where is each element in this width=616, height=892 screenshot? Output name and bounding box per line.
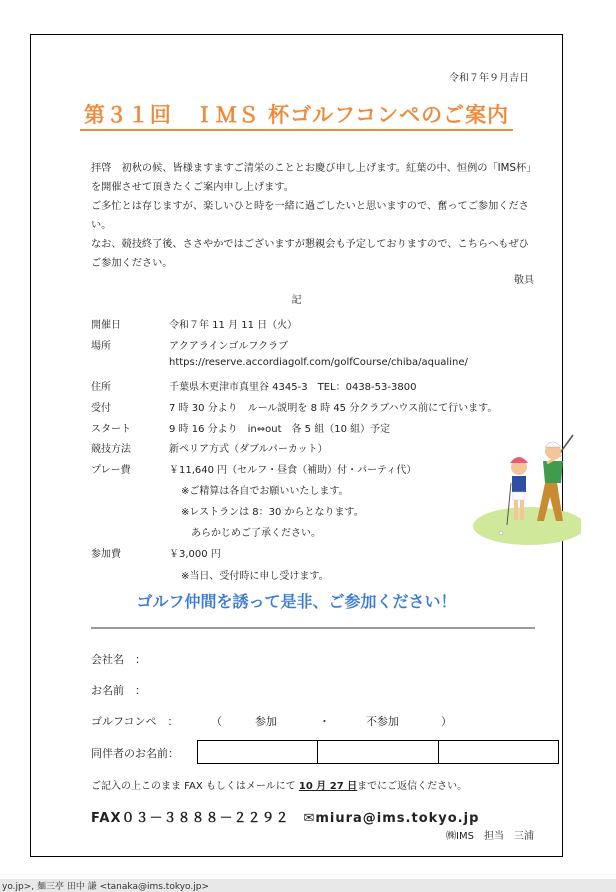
play-note: ※ご精算は各自でお願いいたします。 [181, 486, 349, 497]
paren-close: ） [441, 715, 452, 728]
fax-and-email: FAX０３－３８８８－２２９２ ✉miura@ims.tokyo.jp [91, 811, 480, 826]
closing-keigu: 敬具 [514, 275, 534, 286]
email-recipients-bar: yo.jp>, 麺三亭 田中 謙 <tanaka@ims.tokyo.jp> [0, 879, 616, 892]
companion-label: 同伴者のお名前： [91, 747, 179, 760]
document-date: 令和７年９月吉日 [449, 73, 529, 84]
detail-value: ￥11,640 円（セルフ・昼食（補助）付・パーティ代） [169, 465, 417, 476]
companion-name-table [197, 740, 559, 764]
detail-label: 住所 [91, 382, 111, 393]
greeting-paragraph: なお、競技終了後、ささやかではございますが懇親会も予定しておりますので、こちらへもぜひご参加ください。 [91, 239, 529, 269]
reply-instruction: ご記入の上このまま FAX もしくはメールにて 10 月 27 日までにご返信ください。 [91, 781, 468, 792]
call-to-action: ゴルフ仲間を誘って是非、ご参加ください！ [136, 592, 457, 611]
detail-value: 千葉県木更津市真里谷 4345-3 TEL：0438-53-3800 [169, 382, 417, 393]
detail-label: 参加費 [91, 549, 121, 560]
course-url-link[interactable]: https://reserve.accordiagolf.com/golfCourse/chiba/aqualine/ [169, 357, 468, 368]
paren-open: （ [211, 715, 222, 728]
option-separator: ・ [319, 715, 330, 728]
name-label: お名前 ： [91, 684, 146, 697]
detail-value: アクアラインゴルフクラブ [169, 341, 289, 352]
signature: ㈱IMS 担当 三浦 [446, 831, 534, 842]
company-label: 会社名 ： [91, 653, 146, 666]
greeting-paragraph: 拝啓 初秋の候、皆様ますますご清栄のこととお慶び申し上げます。紅葉の中、恒例の「IMS杯」を開催させて頂きたくご案内申し上げます。 [91, 163, 532, 193]
compe-label: ゴルフコンペ ： [91, 715, 179, 728]
fee-note: ※当日、受付時に申し受けます。 [181, 571, 329, 582]
detail-value: ￥3,000 円 [169, 549, 221, 560]
detail-value: 9 時 16 分より in⇔out 各 5 組（10 組）予定 [169, 424, 391, 435]
section-divider [91, 627, 535, 629]
detail-value: 令和７年 11 月 11 日（火） [169, 320, 298, 331]
detail-label: 開催日 [91, 320, 121, 331]
ki-heading: 記 [291, 295, 302, 306]
attend-option[interactable]: 参加 [255, 715, 277, 728]
document-page [30, 34, 563, 857]
detail-label: 場所 [91, 341, 111, 352]
play-note: ※レストランは 8：30 からとなります。 [181, 507, 364, 518]
document-title: 第３１回 ＩＭＳ 杯ゴルフコンペのご案内 [31, 99, 562, 129]
golfer-couple-illustration [461, 433, 581, 548]
absent-option[interactable]: 不参加 [366, 715, 399, 728]
reply-deadline: 10 月 27 日 [298, 781, 358, 792]
detail-label: 競技方法 [91, 444, 131, 455]
detail-value: 新ペリア方式（ダブルパーカット） [169, 444, 328, 455]
greeting-paragraph: ご多忙とは存じますが、楽しいひと時を一緒に過ごしたいと思いますので、奮ってご参加ください。 [91, 201, 529, 231]
detail-label: プレー費 [91, 465, 131, 476]
companion-name-cell[interactable] [318, 741, 438, 763]
play-note: あらかじめご了承ください。 [191, 528, 321, 539]
companion-name-cell[interactable] [198, 741, 318, 763]
greeting-body [91, 159, 536, 273]
detail-label: スタート [91, 424, 131, 435]
detail-label: 受付 [91, 403, 111, 414]
companion-name-cell[interactable] [439, 741, 558, 763]
detail-value: 7 時 30 分より ルール説明を 8 時 45 分クラブハウス前にて行います。 [169, 403, 498, 414]
